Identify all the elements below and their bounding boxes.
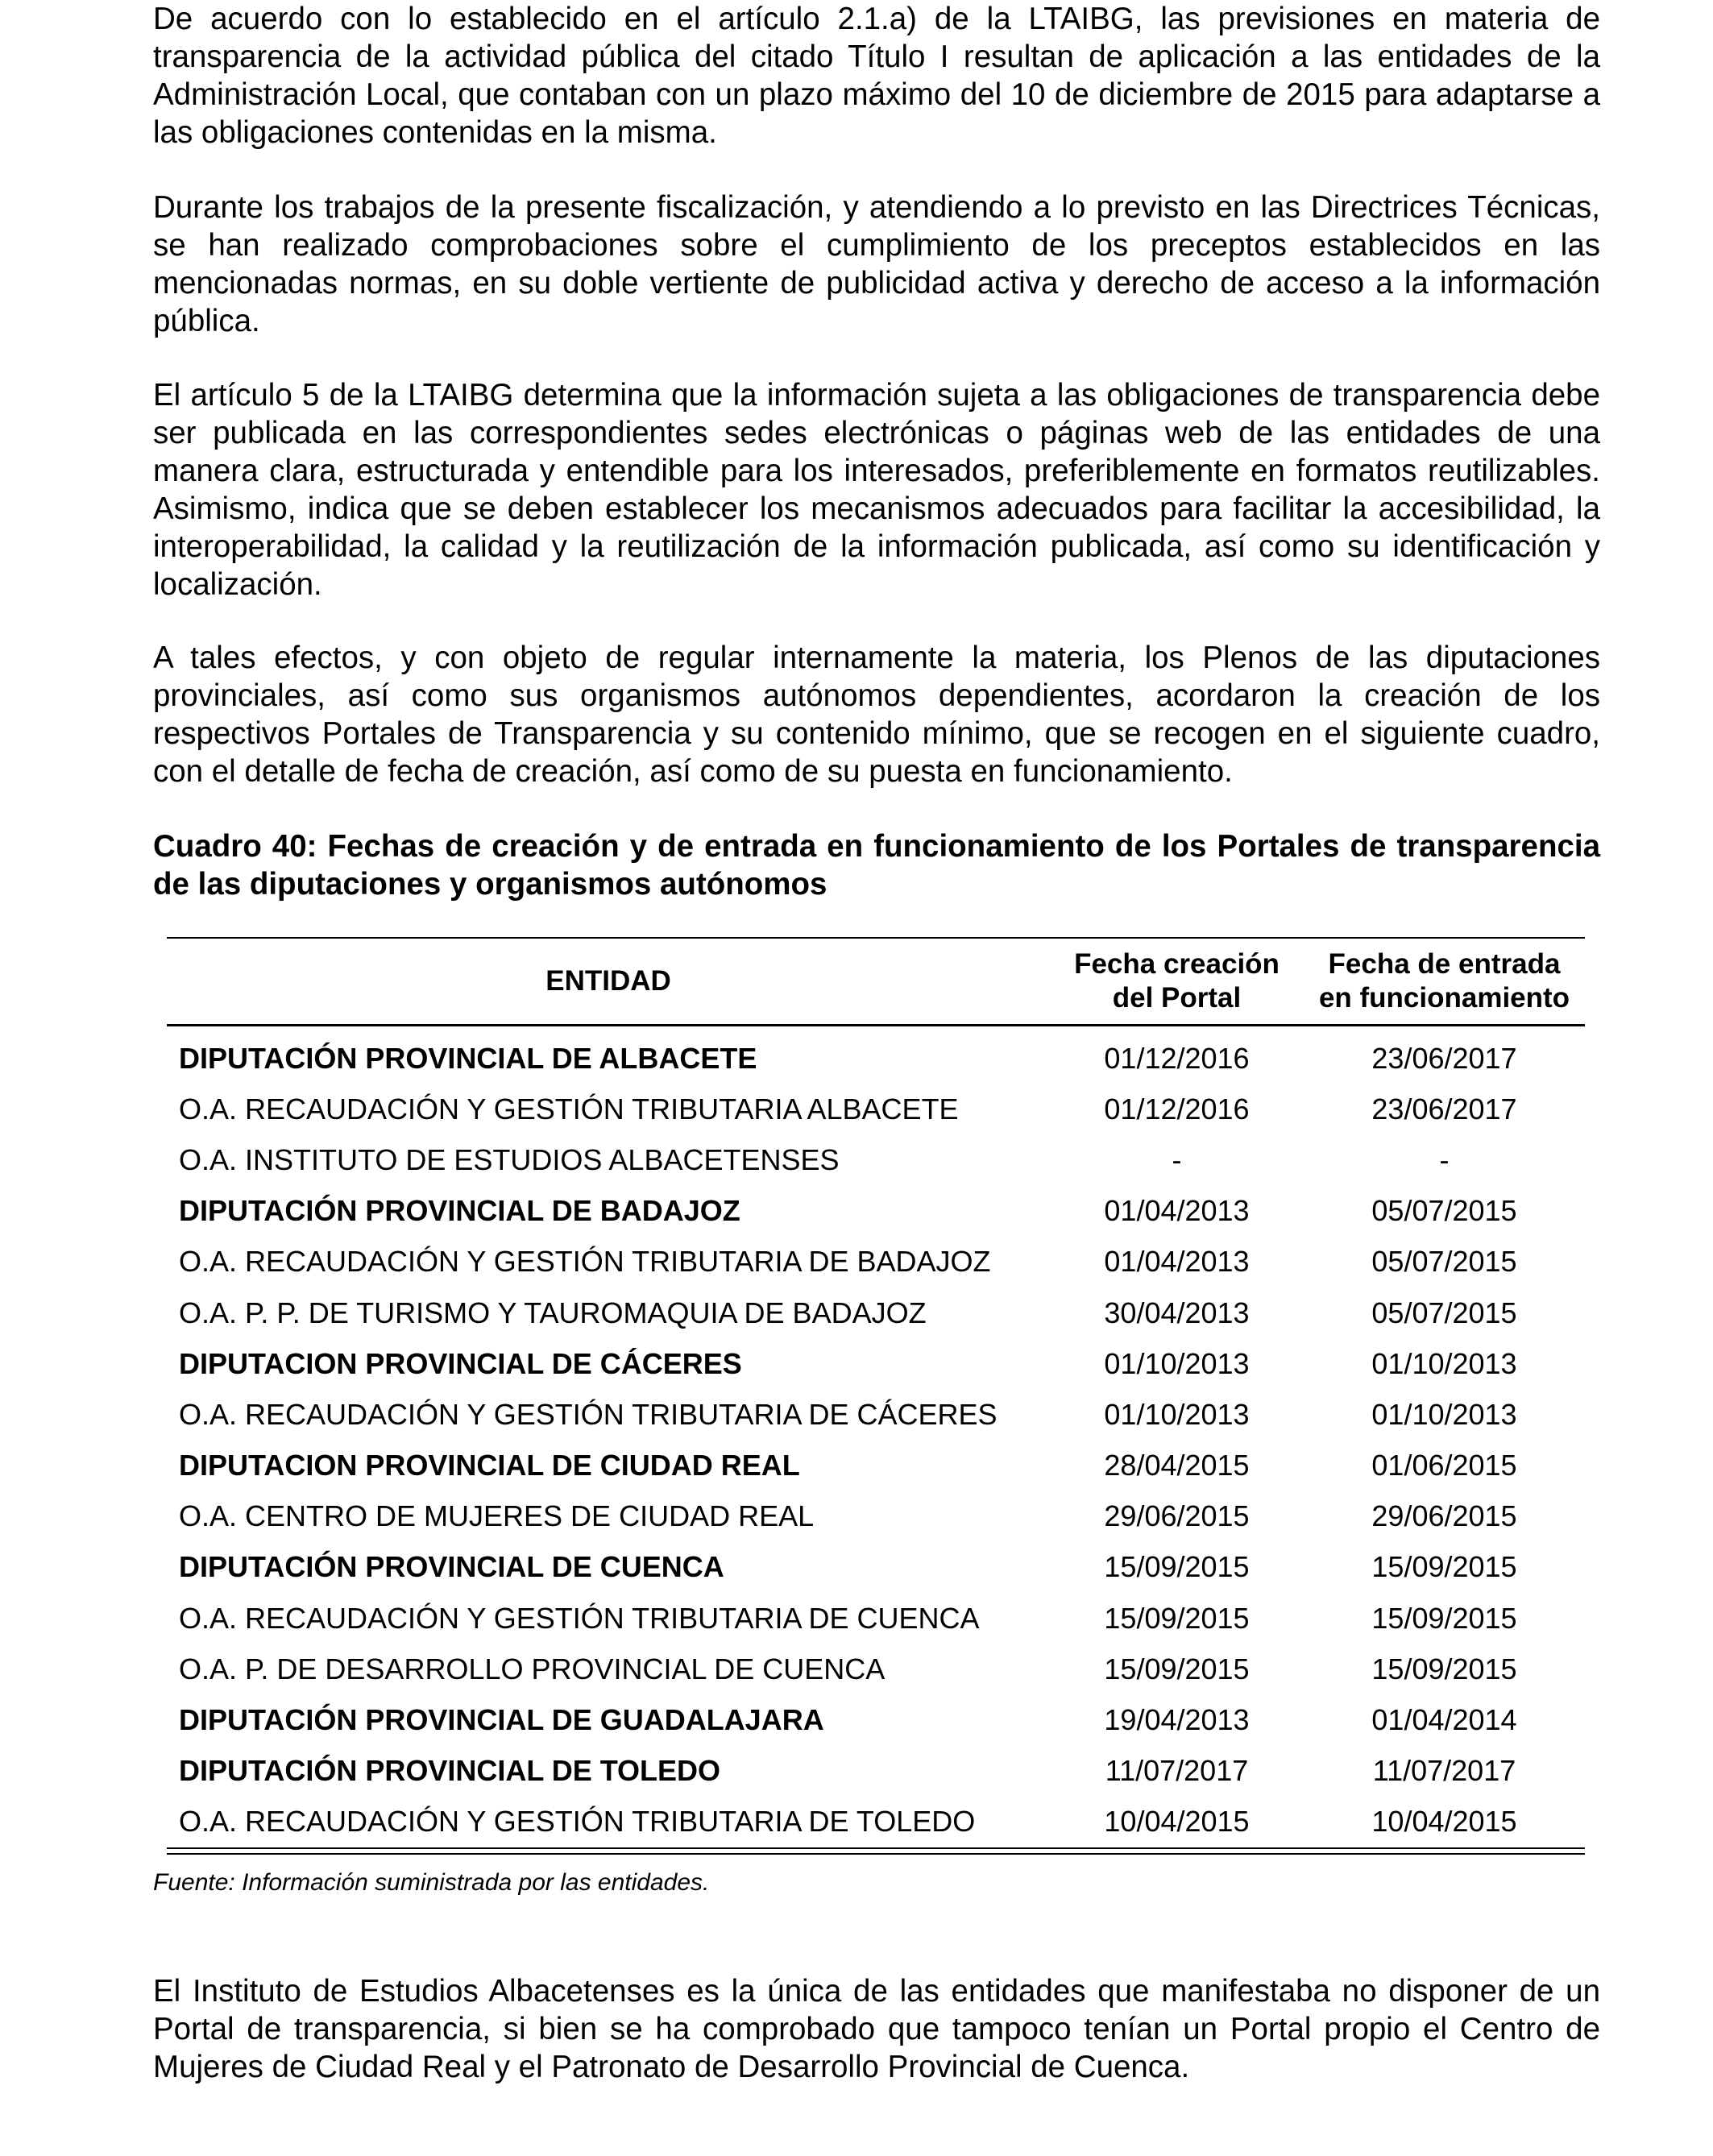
cell-entidad: DIPUTACIÓN PROVINCIAL DE CUENCA: [179, 1550, 724, 1584]
table-row: [167, 1593, 1585, 1644]
cell-entidad: O.A. RECAUDACIÓN Y GESTIÓN TRIBUTARIA ALBACETE: [179, 1092, 959, 1126]
table-header: [167, 939, 1585, 1024]
paragraph-1: De acuerdo con lo establecido en el artículo 2.1.a) de la LTAIBG, las previsiones en materia de transparencia de la actividad pública del citado Título I resultan de aplicación a las entidades de la Administración Local, que contaban con un plazo máximo del 10 de diciembre de 2015 para adaptarse a las obligaciones contenidas en la misma.: [153, 2, 1600, 150]
cell-fecha-funcionamiento: 11/07/2017: [1372, 1754, 1516, 1788]
cell-fecha-funcionamiento: 05/07/2015: [1371, 1296, 1517, 1329]
table-row: [167, 1287, 1585, 1338]
cell-fecha-funcionamiento: 10/04/2015: [1371, 1805, 1517, 1839]
table-row: [167, 1491, 1585, 1542]
cell-fecha-funcionamiento: 01/10/2013: [1371, 1346, 1517, 1380]
table-row: [167, 1542, 1585, 1593]
paragraph-2: Durante los trabajos de la presente fiscalización, y atendiendo a lo previsto en las Directrices Técnicas, se han realizado comprobaciones sobre el cumplimiento de los preceptos establecidos en las mencionadas normas, en su doble vertiente de publicidad activa y derecho de acceso a la información pública.: [153, 190, 1600, 338]
table-row: [167, 1186, 1585, 1237]
table-row: [167, 1338, 1585, 1389]
cell-fecha-funcionamiento: 15/09/2015: [1371, 1652, 1517, 1685]
cell-fecha-funcionamiento: 05/07/2015: [1371, 1245, 1517, 1279]
header-creacion-line2: del Portal: [1112, 982, 1242, 1014]
table-row: [167, 1033, 1585, 1084]
cell-fecha-creacion: 10/04/2015: [1104, 1805, 1250, 1839]
cell-fecha-creacion: 28/04/2015: [1104, 1449, 1250, 1482]
cell-fecha-creacion: 30/04/2013: [1104, 1296, 1250, 1329]
cell-entidad: O.A. RECAUDACIÓN Y GESTIÓN TRIBUTARIA DE TOLEDO: [179, 1805, 976, 1839]
cell-fecha-creacion: 01/04/2013: [1104, 1245, 1250, 1279]
cell-fecha-creacion: 29/06/2015: [1104, 1499, 1250, 1533]
table-row: [167, 1237, 1585, 1287]
table-row: [167, 1134, 1585, 1185]
cell-fecha-creacion: 01/12/2016: [1104, 1041, 1250, 1075]
cell-fecha-funcionamiento: 15/09/2015: [1371, 1550, 1517, 1584]
cell-entidad: DIPUTACIÓN PROVINCIAL DE GUADALAJARA: [179, 1703, 824, 1737]
cell-entidad: O.A. P. DE DESARROLLO PROVINCIAL DE CUENCA: [179, 1652, 886, 1685]
header-fecha-creacion: [1050, 947, 1304, 1015]
cell-fecha-funcionamiento: 23/06/2017: [1371, 1092, 1517, 1126]
cell-fecha-creacion: 11/07/2017: [1105, 1754, 1249, 1788]
cell-fecha-creacion: 19/04/2013: [1104, 1703, 1250, 1737]
cell-fecha-creacion: 01/04/2013: [1104, 1194, 1250, 1228]
paragraph-4: A tales efectos, y con objeto de regular internamente la materia, los Plenos de las diputaciones provinciales, así como sus organismos autónomos dependientes, acordaron la creación de los respectivos Portales de Transparencia y su contenido mínimo, que se recogen en el siguiente cuadro, con el detalle de fecha de creación, así como de su puesta en funcionamiento.: [153, 641, 1600, 789]
cell-entidad: O.A. RECAUDACIÓN Y GESTIÓN TRIBUTARIA DE BADAJOZ: [179, 1245, 991, 1279]
cell-fecha-funcionamiento: -: [1439, 1142, 1450, 1176]
header-entidad: ENTIDAD: [545, 965, 671, 997]
cell-fecha-creacion: 01/10/2013: [1104, 1346, 1250, 1380]
portals-table: [167, 937, 1585, 1855]
cell-fecha-funcionamiento: 01/10/2013: [1371, 1397, 1517, 1431]
table-row: [167, 1797, 1585, 1847]
table-row: [167, 1746, 1585, 1797]
paragraph-3: El artículo 5 de la LTAIBG determina que la información sujeta a las obligaciones de transparencia debe ser publicada en las correspondientes sedes electrónicas o páginas web de las entidades de una manera clara, estructurada y entendible para los interesados, preferiblemente en formatos reutilizables. Asimismo, indica que se deben establecer los mecanismos adecuados para facilitar la accesibilidad, la interoperabilidad, la calidad y la reutilización de la información publicada, así como su identificación y localización.: [153, 378, 1600, 602]
cell-entidad: DIPUTACIÓN PROVINCIAL DE BADAJOZ: [179, 1194, 740, 1228]
cell-fecha-funcionamiento: 29/06/2015: [1371, 1499, 1517, 1533]
cell-entidad: O.A. P. P. DE TURISMO Y TAUROMAQUIA DE BADAJOZ: [179, 1296, 927, 1329]
table-row: [167, 1644, 1585, 1694]
cell-fecha-creacion: 15/09/2015: [1104, 1550, 1250, 1584]
cell-entidad: DIPUTACION PROVINCIAL DE CIUDAD REAL: [179, 1449, 800, 1482]
paragraph-5: El Instituto de Estudios Albacetenses es la única de las entidades que manifestaba no disponer de un Portal de transparencia, si bien se ha comprobado que tampoco tenían un Portal propio el Centro de Mujeres de Ciudad Real y el Patronato de Desarrollo Provincial de Cuenca.: [153, 1974, 1600, 2084]
header-creacion-line1: Fecha creación: [1074, 948, 1280, 980]
table-source-note: Fuente: Información suministrada por las entidades.: [153, 1869, 710, 1896]
table-bottom-rule: [167, 1847, 1585, 1855]
table-row: [167, 1389, 1585, 1440]
table-row: [167, 1441, 1585, 1491]
cell-entidad: O.A. RECAUDACIÓN Y GESTIÓN TRIBUTARIA DE CÁCERES: [179, 1397, 998, 1431]
cell-fecha-funcionamiento: 01/04/2014: [1371, 1703, 1517, 1737]
cell-entidad: DIPUTACIÓN PROVINCIAL DE TOLEDO: [179, 1754, 721, 1788]
header-funcionamiento-line2: en funcionamiento: [1318, 982, 1570, 1014]
cell-entidad: O.A. CENTRO DE MUJERES DE CIUDAD REAL: [179, 1499, 815, 1533]
cell-fecha-funcionamiento: 15/09/2015: [1371, 1601, 1517, 1635]
table-row: [167, 1084, 1585, 1134]
cell-fecha-creacion: 15/09/2015: [1104, 1601, 1250, 1635]
cell-fecha-creacion: 01/10/2013: [1104, 1397, 1250, 1431]
header-funcionamiento-line1: Fecha de entrada: [1328, 948, 1561, 980]
cell-fecha-funcionamiento: 23/06/2017: [1371, 1041, 1517, 1075]
cell-fecha-creacion: 01/12/2016: [1104, 1092, 1250, 1126]
cell-entidad: DIPUTACION PROVINCIAL DE CÁCERES: [179, 1346, 742, 1380]
table-caption: Cuadro 40: Fechas de creación y de entrada en funcionamiento de los Portales de transparencia de las diputaciones y organismos autónomos: [153, 829, 1600, 902]
cell-fecha-funcionamiento: 05/07/2015: [1371, 1194, 1517, 1228]
cell-fecha-creacion: 15/09/2015: [1104, 1652, 1250, 1685]
cell-fecha-creacion: -: [1172, 1142, 1182, 1176]
cell-entidad: DIPUTACIÓN PROVINCIAL DE ALBACETE: [179, 1041, 757, 1075]
header-fecha-funcionamiento: [1304, 947, 1585, 1015]
table-row: [167, 1694, 1585, 1745]
cell-entidad: O.A. RECAUDACIÓN Y GESTIÓN TRIBUTARIA DE CUENCA: [179, 1601, 980, 1635]
cell-entidad: O.A. INSTITUTO DE ESTUDIOS ALBACETENSES: [179, 1142, 840, 1176]
cell-fecha-funcionamiento: 01/06/2015: [1371, 1449, 1517, 1482]
table-body: [167, 1026, 1585, 1847]
